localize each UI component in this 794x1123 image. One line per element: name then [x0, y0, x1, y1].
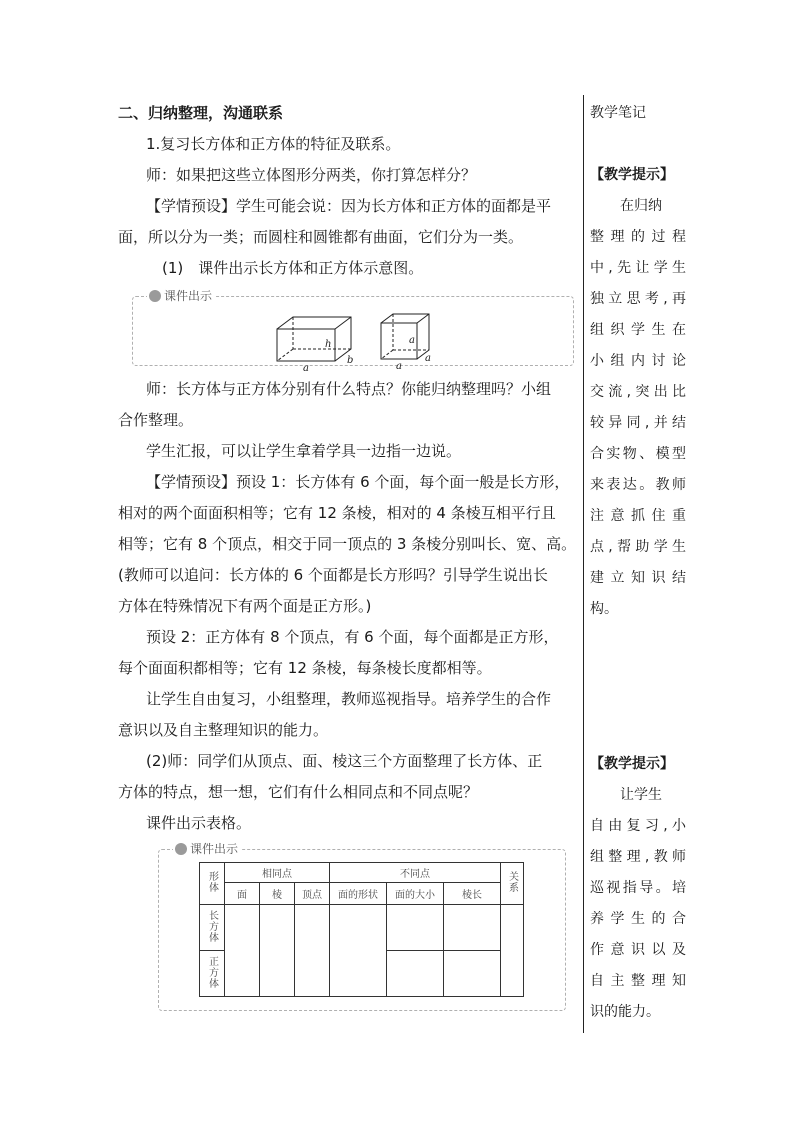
col-edge-length: 棱长: [444, 883, 501, 905]
tip-line: 注意抓住重: [590, 508, 686, 524]
courseware-tag: 课件出示: [173, 840, 242, 857]
tip-line: 建立知识结: [590, 570, 686, 586]
col-edge: 棱: [260, 883, 295, 905]
col-vertex: 顶点: [295, 883, 330, 905]
paragraph-line: (1) 课件出示长方体和正方体示意图。: [162, 259, 424, 277]
cube-label-a2: a: [396, 361, 402, 372]
courseware-table-frame: [158, 842, 566, 1011]
cuboid-label-a: a: [303, 363, 309, 374]
tip-line: 让学生: [620, 787, 662, 803]
tip-line: 组整理,教师: [590, 849, 686, 865]
column-divider: [583, 95, 584, 1033]
tip-line: 作意识以及: [590, 942, 686, 958]
tip-line: 识的能力。: [590, 1004, 660, 1020]
section-heading: 二、归纳整理，沟通联系: [118, 104, 284, 122]
col-face-shape: 面的形状: [330, 883, 387, 905]
corner-cell: 形体: [200, 863, 225, 905]
cuboid-label-b: b: [347, 355, 354, 366]
row-label-cuboid: 长方体: [200, 905, 225, 951]
tip-line: 自主整理知: [590, 973, 686, 989]
col-face: 面: [225, 883, 260, 905]
lesson-body: [118, 98, 580, 1011]
tip-line: 中,先让学生: [590, 260, 686, 276]
paragraph-line: 师：如果把这些立体图形分两类，你打算怎样分？: [146, 166, 477, 184]
cuboid-figure: [277, 317, 351, 361]
tip-label: 【教学提示】: [590, 167, 674, 183]
courseware-figure-frame: [132, 289, 574, 374]
cube-label-a3: a: [425, 353, 431, 364]
diff-header: 不同点: [330, 863, 501, 883]
tip-line: 合实物、模型: [590, 446, 686, 462]
tip-line: 构。: [590, 601, 618, 617]
paragraph-line: 让学生自由复习，小组整理，教师巡视指导。培养学生的合作: [146, 690, 552, 708]
tip-line: 在归纳: [620, 198, 662, 214]
paragraph-line: 每个面面积都相等；它有 12 条棱，每条棱长度都相等。: [118, 659, 492, 677]
cube-figure: [381, 314, 429, 359]
paragraph-line: 方体的特点，想一想，它们有什么相同点和不同点呢？: [118, 783, 479, 801]
comparison-table: [199, 862, 524, 997]
row-label-cube: 正方体: [200, 951, 225, 997]
tip-line: 小组内讨论: [590, 353, 686, 369]
paragraph-line: (教师可以追问：长方体的 6 个面都是长方形吗？引导学生说出长: [118, 566, 548, 584]
tip-line: 整理的过程: [590, 229, 686, 245]
paragraph-line: 【学情预设】预设 1：长方体有 6 个面，每个面一般是长方形，: [146, 473, 570, 491]
tip-line: 自由复习,小: [590, 818, 686, 834]
paragraph-line: (2)师：同学们从顶点、面、棱这三个方面整理了长方体、正: [146, 752, 543, 770]
paragraph-line: 课件出示表格。: [146, 814, 252, 832]
tip-line: 来表达。教师: [590, 477, 686, 493]
paragraph-line: 1.复习长方体和正方体的特征及联系。: [146, 135, 401, 153]
paragraph-line: 师：长方体与正方体分别有什么特点？你能归纳整理吗？小组: [146, 380, 552, 398]
paragraph-line: 合作整理。: [118, 411, 194, 429]
paragraph-line: 【学情预设】学生可能会说：因为长方体和正方体的面都是平: [146, 197, 552, 215]
cube-label-a1: a: [409, 335, 415, 346]
tip-line: 独立思考,再: [590, 291, 686, 307]
courseware-badge-icon: [175, 843, 187, 855]
same-header: 相同点: [225, 863, 330, 883]
paragraph-line: 学生汇报，可以让学生拿着学具一边指一边说。: [146, 442, 462, 460]
paragraph-line: 意识以及自主整理知识的能力。: [118, 721, 329, 739]
relation-header: 关系: [501, 863, 524, 905]
paragraph-line: 面，所以分为一类；而圆柱和圆锥都有曲面，它们分为一类。: [118, 228, 524, 246]
notes-title: 教学笔记: [590, 105, 646, 121]
tip-line: 组织学生在: [590, 322, 686, 338]
tip-line: 点,帮助学生: [590, 539, 686, 555]
tip-line: 巡视指导。培: [590, 880, 686, 896]
solid-figures: [133, 297, 573, 374]
paragraph-line: 方体在特殊情况下有两个面是正方形。): [118, 597, 372, 615]
tip-line: 较异同,并结: [590, 415, 686, 431]
col-face-size: 面的大小: [387, 883, 444, 905]
teaching-notes-column: [590, 98, 686, 1028]
cuboid-label-h: h: [325, 339, 332, 350]
paragraph-line: 相等；它有 8 个顶点，相交于同一顶点的 3 条棱分别叫长、宽、高。: [118, 535, 577, 553]
courseware-tag: 课件出示: [147, 287, 216, 304]
paragraph-line: 预设 2：正方体有 8 个顶点，有 6 个面，每个面都是正方形，: [146, 628, 559, 646]
table-row: [200, 905, 524, 951]
paragraph-line: 相对的两个面面积相等；它有 12 条棱，相对的 4 条棱互相平行且: [118, 504, 556, 522]
tip-line: 养学生的合: [590, 911, 686, 927]
tip-line: 交流,突出比: [590, 384, 686, 400]
tip-label: 【教学提示】: [590, 756, 674, 772]
